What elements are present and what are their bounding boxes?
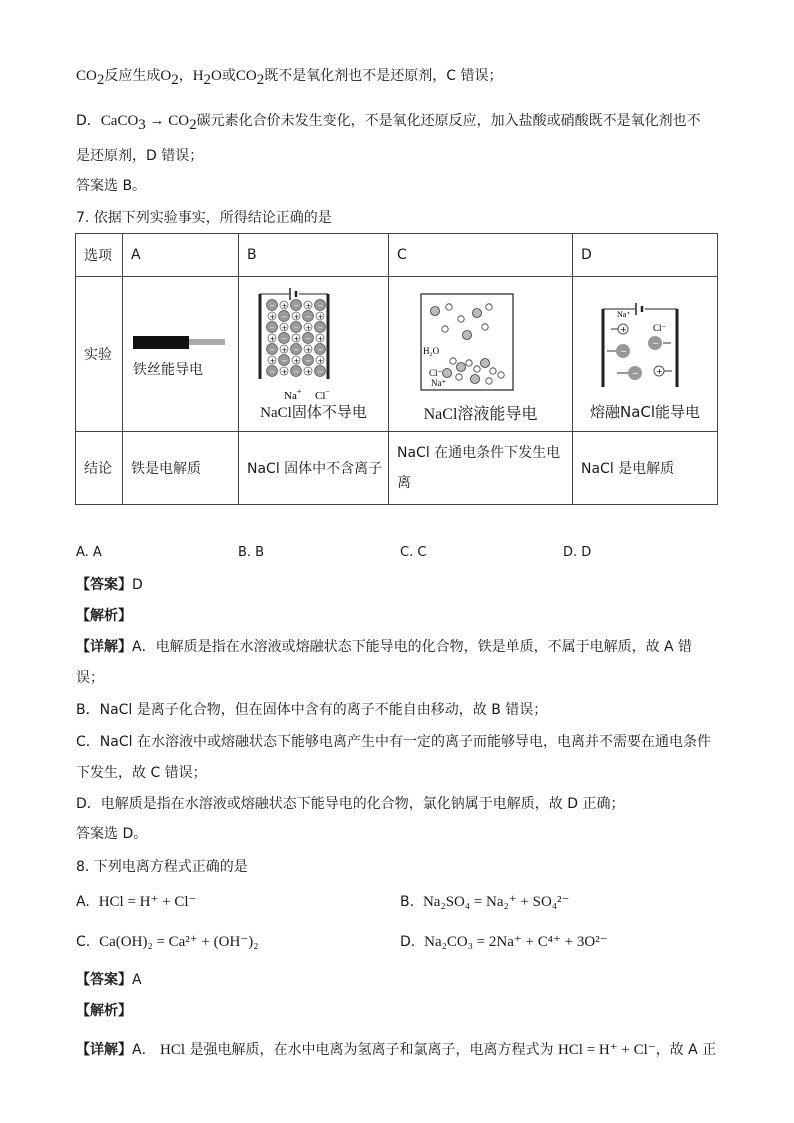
q8-option-d[interactable]: D. Na₂CO₃ = 2Na⁺ + C⁴⁺ + 3O²⁻ (400, 934, 608, 950)
formula-h2o: H (192, 68, 204, 84)
svg-text:−: − (632, 369, 639, 378)
svg-text:−: − (281, 313, 288, 321)
svg-text:−: − (305, 313, 312, 321)
svg-text:−: − (305, 335, 312, 343)
table-header-cell: C (389, 234, 573, 277)
q7-option-b[interactable]: B. B (238, 545, 265, 560)
svg-text:Na⁺: Na⁺ (431, 378, 447, 388)
formula-co2: CO (168, 113, 190, 129)
prev-answer-line-3: 是还原剂，D 错误； (76, 148, 204, 164)
figure-iron-wire (123, 277, 239, 432)
q8-analysis: 【解析】 (76, 1003, 132, 1019)
q7-stem: 7. 依据下列实验事实，所得结论正确的是 (76, 210, 332, 226)
q7-detail-line: 误； (76, 670, 104, 686)
svg-text:+: + (269, 335, 276, 343)
svg-text:+: + (281, 346, 288, 354)
svg-text:+: + (269, 357, 276, 365)
svg-text:+: + (305, 346, 312, 354)
svg-text:−: − (293, 302, 300, 310)
iron-wire-icon (123, 277, 239, 431)
svg-text:+: + (317, 335, 324, 343)
table-row-label: 实验 (76, 277, 123, 432)
table-header-cell: D (573, 234, 718, 277)
table-cell: NaCl 固体中不含离子 (239, 432, 389, 505)
svg-text:+: + (281, 324, 288, 332)
svg-text:−: − (281, 357, 288, 365)
figure-nacl-solution (389, 277, 573, 432)
figure-caption: NaCl溶液能导电 (423, 406, 538, 423)
figure-caption: 铁丝能导电 (133, 362, 203, 378)
svg-text:−: − (269, 324, 276, 332)
table-row-header (76, 234, 718, 277)
svg-text:−: − (293, 324, 300, 332)
q7-detail-line: D．电解质是指在水溶液或熔融状态下能导电的化合物，氯化钠属于电解质，故 D 正确； (76, 796, 625, 812)
svg-text:+: + (305, 324, 312, 332)
svg-text:+: + (656, 367, 663, 376)
q7-option-a[interactable]: A. A (76, 545, 102, 560)
figure-caption: 熔融NaCl能导电 (589, 403, 701, 421)
svg-text:Na⁺: Na⁺ (617, 310, 631, 319)
q8-stem: 8. 下列电离方程式正确的是 (76, 859, 248, 875)
table-header-cell: 选项 (76, 234, 123, 277)
figure-caption: NaCl固体不导电 (260, 405, 367, 421)
table-row-experiment (76, 277, 718, 432)
q7-table (75, 233, 718, 505)
figure-molten-nacl (573, 277, 718, 432)
svg-text:−: − (305, 357, 312, 365)
svg-text:+: + (305, 368, 312, 376)
svg-text:+: + (281, 368, 288, 376)
table-row-label: 结论 (76, 432, 123, 505)
prev-answer-line-1: $CO_2$反应生成$O_2$，$H_2O$或$CO_2$既不是氧化剂也不是还原剂，C 错误； (76, 68, 503, 88)
svg-text:+: + (293, 313, 300, 321)
q7-option-c[interactable]: C. C (400, 545, 427, 560)
svg-text:+: + (293, 335, 300, 343)
q8-answer: 【答案】A (76, 972, 142, 988)
formula-o2: O (160, 68, 172, 84)
q7-answer: 【答案】D (76, 577, 143, 593)
svg-text:−: − (269, 346, 276, 354)
formula-caco3: CaCO (100, 113, 139, 129)
figure-nacl-solid (239, 277, 389, 432)
svg-text:+: + (281, 302, 288, 310)
svg-text:−: − (269, 302, 276, 310)
table-cell: 铁是电解质 (123, 432, 239, 505)
prev-answer-line-2: D．CaCO$_3$ → $CO_2$碳元素化合价未发生变化，不是氧化还原反应，加入盐酸或硝酸既不是氧化剂也不 (76, 113, 701, 133)
q7-detail-line: 下发生，故 C 错误； (76, 765, 207, 781)
svg-text:+: + (620, 325, 627, 334)
svg-text:−: − (317, 368, 324, 376)
q8-option-b[interactable]: B. Na₂SO₄ = Na₂⁺ + SO₄²⁻ (400, 894, 570, 910)
table-cell: NaCl 在通电条件下发生电 离 (389, 432, 573, 505)
prev-answer-line-4: 答案选 B。 (76, 178, 147, 194)
formula-co2: CO (76, 68, 97, 84)
svg-text:−: − (317, 302, 324, 310)
table-cell: NaCl 是电解质 (573, 432, 718, 505)
q7-detail-line: C．NaCl 在水溶液中或熔融状态下能够电离产生中有一定的离子而能够导电，电离并不需要在通电条件 (76, 734, 711, 750)
arrow-icon: → (145, 113, 169, 129)
svg-text:Cl−: Cl− (315, 387, 330, 402)
q7-detail-line: 答案选 D。 (76, 826, 148, 842)
svg-text:−: − (293, 346, 300, 354)
svg-text:−: − (293, 368, 300, 376)
svg-text:Cl⁻: Cl⁻ (653, 323, 667, 333)
svg-text:−: − (317, 346, 324, 354)
q8-option-a[interactable]: A. HCl = H⁺ + Cl⁻ (76, 894, 197, 910)
svg-text:+: + (317, 313, 324, 321)
q7-option-d[interactable]: D. D (563, 545, 592, 560)
svg-text:+: + (305, 302, 312, 310)
q7-detail-line: B．NaCl 是离子化合物，但在固体中含有的离子不能自由移动，故 B 错误； (76, 702, 548, 718)
svg-text:Na+: Na+ (284, 387, 302, 402)
svg-text:+: + (317, 357, 324, 365)
svg-text:−: − (269, 368, 276, 376)
q7-detail-line: 【详解】A．电解质是指在水溶液或熔融状态下能导电的化合物，铁是单质，不属于电解质，故 A 错 (76, 639, 693, 655)
svg-text:−: − (620, 347, 627, 356)
svg-text:+: + (293, 357, 300, 365)
table-header-cell: B (239, 234, 389, 277)
svg-text:Cl⁻: Cl⁻ (429, 368, 443, 378)
table-row-conclusion (76, 432, 718, 505)
svg-text:−: − (317, 324, 324, 332)
q8-option-c[interactable]: C. Ca(OH)₂ = Ca²⁺ + (OH⁻)₂ (76, 934, 259, 950)
svg-text:+: + (269, 313, 276, 321)
svg-text:−: − (281, 335, 288, 343)
table-header-cell: A (123, 234, 239, 277)
formula-co2: CO (235, 68, 257, 84)
q8-detail-line: 【详解】A． HCl 是强电解质，在水中电离为氢离子和氯离子，电离方程式为 HCl = H⁺ + Cl⁻，故 A 正 (76, 1042, 717, 1058)
q7-analysis: 【解析】 (76, 608, 132, 624)
svg-text:H₂O: H₂O (423, 346, 440, 356)
svg-text:−: − (652, 339, 659, 348)
